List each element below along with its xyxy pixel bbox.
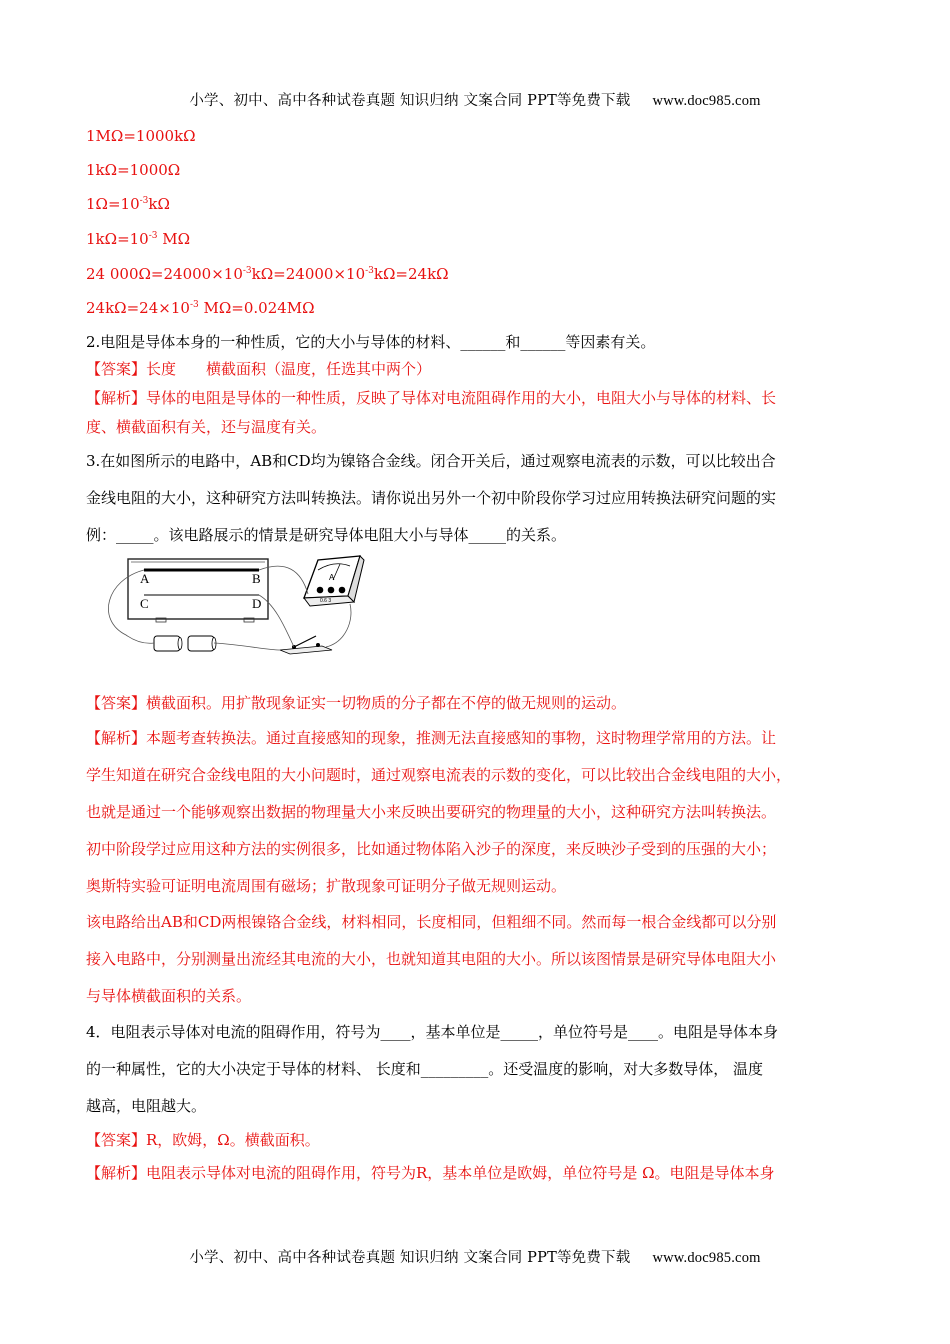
connect-wire — [326, 604, 351, 647]
conv3-exp: -3 — [139, 196, 149, 206]
conversion-line-1: 1MΩ=1000kΩ — [86, 127, 196, 145]
conv6-exp: -3 — [189, 300, 199, 310]
label-d: D — [252, 596, 262, 611]
conv5-exp2: -3 — [365, 266, 374, 276]
q2-analysis-line-1 — [86, 387, 776, 408]
q3-analysis-line-5: 奥斯特实验可证明电流周围有磁场；扩散现象可证明分子做无规则运动。 — [86, 877, 567, 895]
label-a: A — [140, 571, 150, 586]
q2-analysis-line-2: 度、横截面积有关，还与温度有关。 — [86, 418, 327, 436]
conv3-a: 1Ω=10 — [86, 195, 140, 213]
q3-analysis-line-1 — [86, 727, 776, 748]
header-site-link[interactable]: www.doc985.com — [652, 93, 761, 109]
conv5-exp1: -3 — [242, 266, 252, 276]
conv6-a: 24kΩ=24×10 — [86, 299, 190, 317]
footer-site-link[interactable]: www.doc985.com — [652, 1250, 761, 1266]
q3-analysis-line-7: 接入电路中，分别测量出流经其电流的大小，也就知道其电阻的大小。所以该图情景是研究导体电阻大小 — [86, 950, 777, 968]
analysis-tag: 【解析】 — [86, 1164, 147, 1182]
answer-tag: 【答案】 — [86, 694, 147, 712]
header-text: 小学、初中、高中各种试卷真题 知识归纳 文案合同 PPT等免费下载 — [189, 93, 631, 109]
conv5-c: kΩ=24kΩ — [373, 265, 449, 283]
q4-line-1: 4．电阻表示导体对电流的阻碍作用，符号为____，基本单位是_____，单位符号是____。电阻是导体本身 — [86, 1023, 779, 1041]
q2-question: 2.电阻是导体本身的一种性质，它的大小与导体的材料、______和______等因素有关。 — [86, 333, 656, 351]
connect-wire — [214, 643, 280, 650]
conv4-b: MΩ — [157, 230, 191, 248]
answer-tag: 【答案】 — [86, 360, 147, 378]
conversion-line-2: 1kΩ=1000Ω — [86, 161, 181, 179]
circuit-figure — [96, 550, 416, 666]
analysis-tag: 【解析】 — [86, 389, 147, 407]
q3-analysis-line-8: 与导体横截面积的关系。 — [86, 987, 252, 1005]
q3-line-3: 例：_____。该电路展示的情景是研究导体电阻大小与导体_____的关系。 — [86, 526, 567, 544]
label-b: B — [252, 571, 261, 586]
ammeter-symbol: A — [329, 573, 335, 582]
conv6-b: MΩ=0.024MΩ — [198, 299, 315, 317]
q4-line-2: 的一种属性，它的大小决定于导体的材料、 长度和_________。还受温度的影响，对大多数导体， 温度 — [86, 1060, 764, 1078]
analysis-tag: 【解析】 — [86, 729, 147, 747]
footer-text: 小学、初中、高中各种试卷真题 知识归纳 文案合同 PPT等免费下载 — [189, 1250, 631, 1266]
q3-analysis-line-3: 也就是通过一个能够观察出数据的物理量大小来反映出要研究的物理量的大小，这种研究方法叫转换法。 — [86, 803, 777, 821]
q4-analysis-line-1 — [86, 1162, 775, 1183]
conv4-a: 1kΩ=10 — [86, 230, 149, 248]
q3-answer — [86, 692, 626, 713]
conv4-exp: -3 — [148, 231, 158, 241]
conversion-line-5 — [86, 265, 449, 283]
q4-answer — [86, 1129, 320, 1150]
analysis-text: 本题考查转换法。通过直接感知的现象，推测无法直接感知的事物，这时物理学常用的方法。让 — [146, 729, 777, 747]
battery-pack — [154, 636, 216, 651]
conv5-b: kΩ=24000×10 — [251, 265, 366, 283]
analysis-text: 电阻表示导体对电流的阻碍作用，符号为R，基本单位是欧姆，单位符号是 Ω。电阻是导体本身 — [146, 1164, 775, 1182]
conv5-a: 24 000Ω=24000×10 — [86, 265, 243, 283]
circuit-diagram — [96, 550, 416, 662]
q2-answer — [86, 358, 431, 379]
answer-text: 长度 横截面积（温度，任选其中两个） — [146, 360, 432, 378]
ammeter — [304, 556, 364, 606]
page-footer — [0, 1246, 950, 1267]
label-c: C — [140, 596, 149, 611]
q3-line-1: 3.在如图所示的电路中，AB和CD均为镍铬合金线。闭合开关后，通过观察电流表的示数，可以比较出合 — [86, 452, 776, 470]
q3-analysis-line-4: 初中阶段学过应用这种方法的实例很多，比如通过物体陷入沙子的深度，来反映沙子受到的压强的大小； — [86, 840, 777, 858]
q3-line-2: 金线电阻的大小，这种研究方法叫转换法。请你说出另外一个初中阶段你学习过应用转换法研究问题的实 — [86, 489, 777, 507]
ammeter-terminals: 0.6 3 — [320, 598, 332, 604]
conversion-line-6 — [86, 299, 315, 317]
q3-analysis-line-6: 该电路给出AB和CD两根镍铬合金线，材料相同，长度相同，但粗细不同。然而每一根合金线都可以分别 — [86, 913, 777, 931]
conversion-line-4 — [86, 230, 190, 248]
analysis-text: 导体的电阻是导体的一种性质，反映了导体对电流阻碍作用的大小，电阻大小与导体的材料、长 — [146, 389, 777, 407]
page-header — [0, 89, 950, 110]
answer-text: 横截面积。用扩散现象证实一切物质的分子都在不停的做无规则的运动。 — [146, 694, 627, 712]
answer-tag: 【答案】 — [86, 1131, 147, 1149]
conversion-line-3 — [86, 195, 170, 213]
resistance-board — [128, 559, 268, 619]
q3-analysis-line-2: 学生知道在研究合金线电阻的大小问题时，通过观察电流表的示数的变化，可以比较出合金线电阻的大小， — [86, 766, 792, 784]
switch — [280, 636, 332, 654]
conv3-b: kΩ — [148, 195, 170, 213]
q4-line-3: 越高，电阻越大。 — [86, 1097, 207, 1115]
answer-text: R，欧姆，Ω。横截面积。 — [146, 1131, 320, 1149]
